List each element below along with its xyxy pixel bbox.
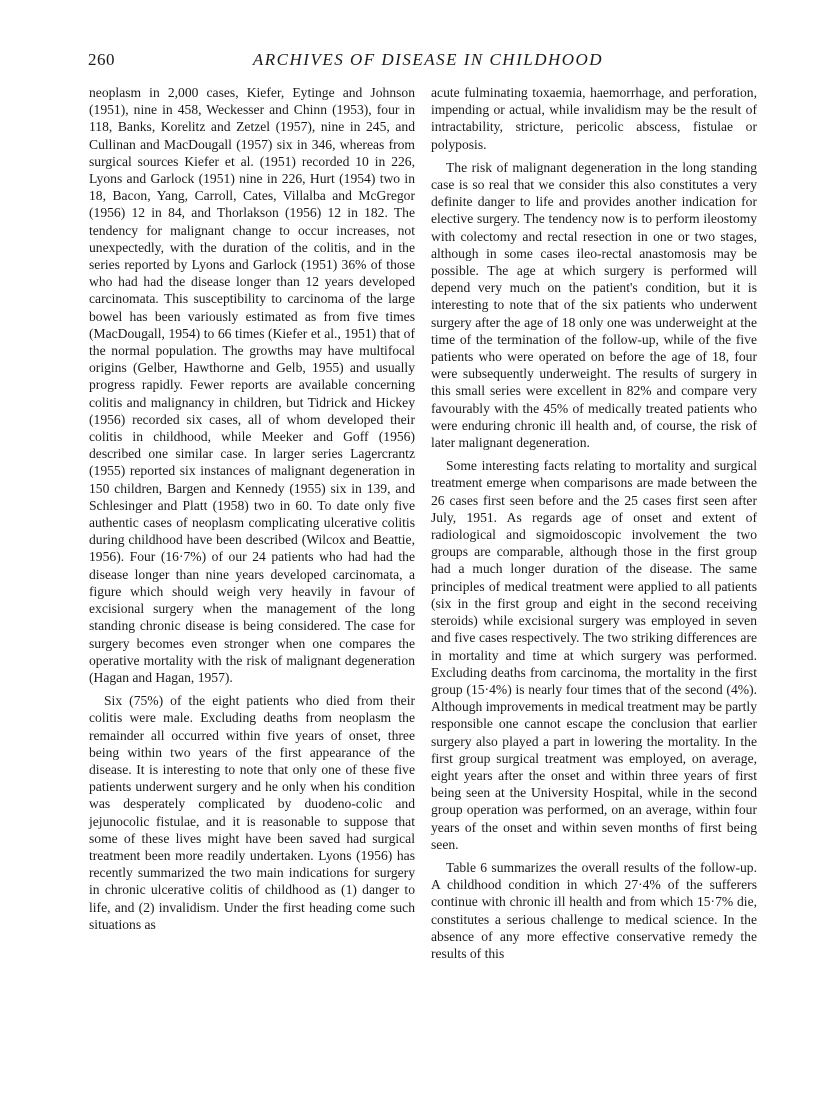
paragraph-continued: neoplasm in 2,000 cases, Kiefer, Eytinge and Johnson (1951), nine in 458, Weckesser and Chinn (1953), four in 118, Banks, Korelitz and Zetzel (1957), nine in 245, and Cullinan and MacDougall (1957) six in 346, whereas from surgical sources Kiefer et al. (1951) recorded 10 in 226, Lyons and Garlock (1951) nine in 226, Hurt (1954) two in 18, Bacon, Yang, Carroll, Cates, Villalba and McGregor (1956) 12 in 84, and Thorlakson (1956) 12 in 182. The tendency for malignant change to occur increases, not unexpectedly, with the duration of the colitis, and in the series reported by Lyons and Garlock (1951) 36% of those who had had the disease longer than 12 years developed carcinomata. This susceptibility to carcinoma of the large bowel has been variously estimated as from five times (MacDougall, 1954) to 66 times (Kiefer et al., 1951) that of the normal population. The growths may have multifocal origins (Gelber, Hawthorne and Gelb, 1955) and usually progress rapidly. Fewer reports are available concerning colitis and malignancy in children, but Tidrick and Hickey (1956) recorded six cases, all of whom developed their colitis in childhood, while Meeker and Goff (1956) described one similar case. In larger series Lagercrantz (1955) reported six instances of malignant degeneration in 150 children, Bargen and Kennedy (1955) six in 139, and Schlesinger and Platt (1958) two in 60. To date only five authentic cases of neoplasm complicating ulcerative colitis during childhood have been described (Wilcox and Beattie, 1956). Four (16·7%) of our 24 patients who had had the disease longer than nine years developed carcinomata, a figure which should weigh very heavily in favour of excisional surgery when the management of the long standing chronic disease is being considered. The case for surgery becomes even stronger when one compares the operative mortality with the risk of malignant degeneration (Hagan and Hagan, 1957). <box>89 85 415 685</box>
paragraph-continued: acute fulminating toxaemia, haemorrhage, and perforation, impending or actual, while invalidism may be the result of intractability, stricture, pericolic abscess, fistulae or polyposis. <box>431 85 757 152</box>
paragraph: Six (75%) of the eight patients who died from their colitis were male. Excluding deaths from neoplasm the remainder all occurred within five years of onset, three being within two years of the first appearance of the disease. It is interesting to note that only one of these five patients underwent surgery and he only when his condition was desperately complicated by duodeno-colic and jejunocolic fistulae, and it is reasonable to suppose that some of these lives might have been saved had surgical treatment been more readily undertaken. Lyons (1956) has recently summarized the two main indications for surgery in chronic ulcerative colitis of childhood as (1) danger to life, and (2) invalidism. Under the first heading come such situations as <box>89 693 415 932</box>
running-header <box>88 50 768 74</box>
paragraph: Some interesting facts relating to mortality and surgical treatment emerge when comparisons are made between the 26 cases first seen before and the 25 cases first seen after July, 1951. As regards age of onset and extent of radiological and sigmoidoscopic involvement the two groups are comparable, although those in the first group had a much longer duration of the disease. The same principles of medical treatment were applied to all patients (six in the first group and eight in the second receiving steroids) while excisional surgery was employed in seven and five cases respectively. The two striking differences are in mortality and time at which surgery was performed. Excluding deaths from carcinoma, the mortality in the first group (15·4%) is nearly four times that of the second (4%). Although improvements in medical treatment may be partly responsible one cannot escape the conclusion that earlier surgery also played a part in lowering the mortality. In the first group surgical treatment was employed, on average, eight years after the onset and within three years of first being seen at the University Hospital, while in the second group operation was performed, on an average, within four years of the onset and within seven months of first being seen. <box>431 458 757 852</box>
paragraph: Table 6 summarizes the overall results of the follow-up. A childhood condition in which 27·4% of the sufferers continue with chronic ill health and from which 15·7% die, constitutes a serious challenge to medical science. In the absence of any more effective conservative remedy the results of this <box>431 859 757 961</box>
paragraph: The risk of malignant degeneration in the long standing case is so real that we consider this also constitutes a very definite danger to life and provides another indication for elective surgery. The tendency now is to perform ileostomy with colectomy and rectal resection in one or two stages, although in some cases ileo-rectal anastomosis may be possible. The age at which surgery is performed will depend very much on the patient's condition, but it is interesting to note that of the six patients who underwent surgery after the age of 18 only one was underweight at the time of the termination of the follow-up, while of the five patients who were operated on before the age of 18, four were subsequently underweight. The results of surgery in this small series were excellent in 82% and compare very favourably with the 45% of medically treated patients who were enduring chronic ill health and, of course, the risk of later malignant degeneration. <box>431 159 757 451</box>
page-number: 260 <box>88 50 115 69</box>
left-column <box>89 84 415 933</box>
journal-title: ARCHIVES OF DISEASE IN CHILDHOOD <box>252 50 604 69</box>
right-column <box>431 84 757 962</box>
